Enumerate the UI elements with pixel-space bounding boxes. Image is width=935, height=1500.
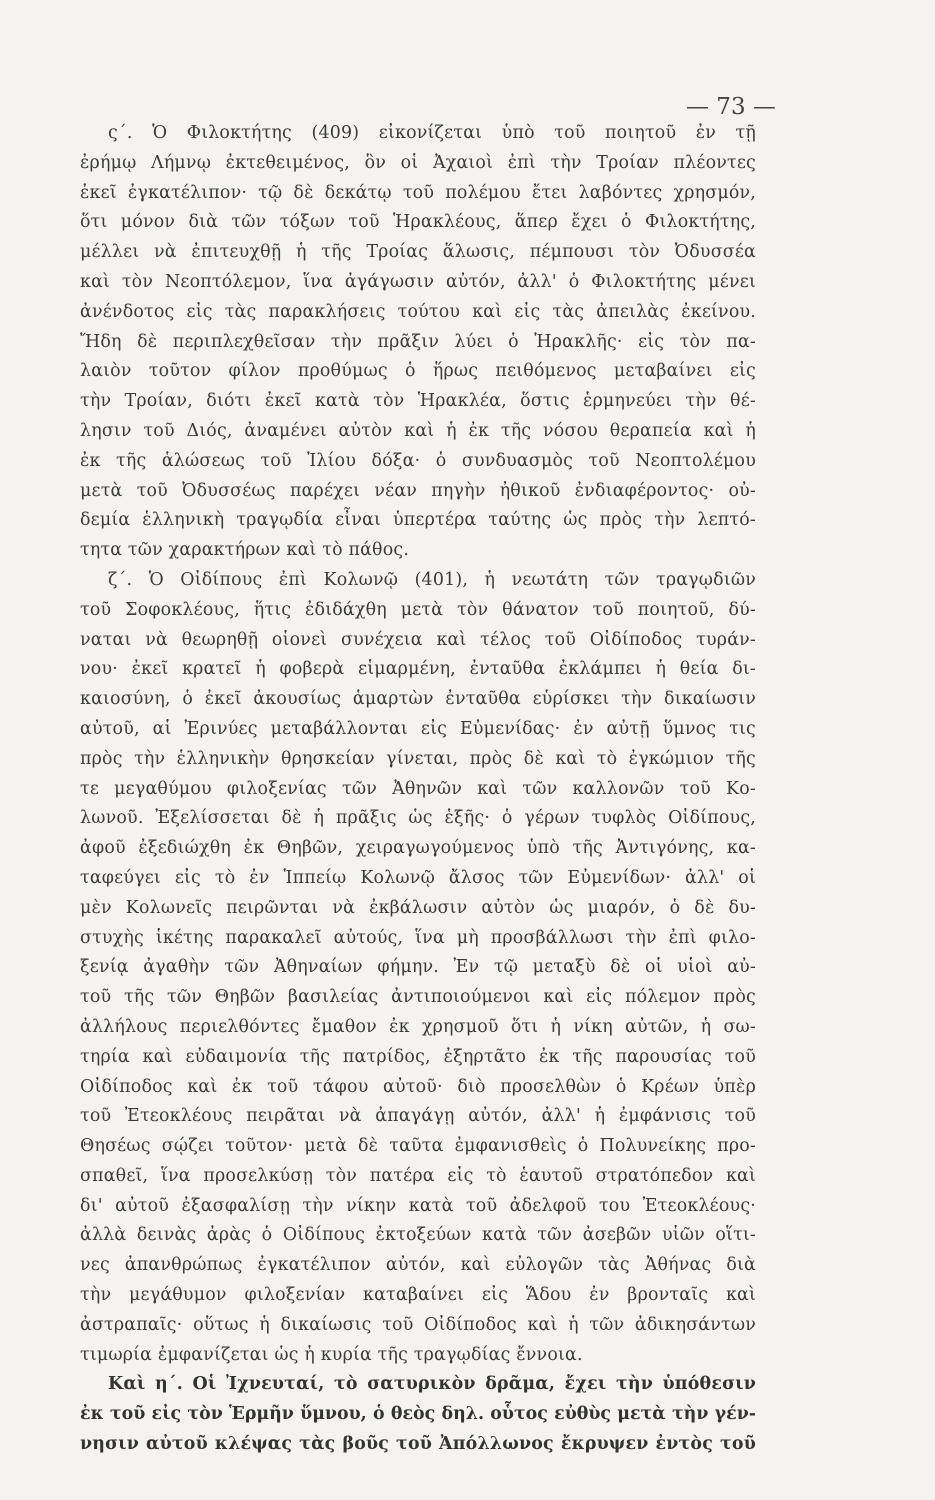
text-line: νου· ἐκεῖ κρατεῖ ἡ φοβερὰ εἱμαρμένη, ἐνταῦθα ἐκλάμπει ἡ θεία δι- (80, 659, 756, 680)
text-line: πρὸς τὴν ἑλληνικὴν θρησκείαν γίνεται, πρὸς δὲ καὶ τὸ ἐγκώμιον τῆς (80, 748, 756, 769)
text-line: καὶ τὸν Νεοπτόλεμον, ἵνα ἀγάγωσιν αὐτόν, ἀλλ' ὁ Φιλοκτήτης μένει (80, 271, 756, 292)
text-line: ἐκεῖ ἐγκατέλιπον· τῷ δὲ δεκάτῳ τοῦ πολέμου ἔτει λαβόντες χρησμόν, (80, 182, 756, 203)
text-line: ἀστραπαῖς· οὕτως ἡ δικαίωσις τοῦ Οἰδίποδος καὶ ἡ τῶν ἀδικησάντων (80, 1314, 756, 1335)
text-line: Ἤδη δὲ περιπλεχθεῖσαν τὴν πρᾶξιν λύει ὁ Ἡρακλῆς· εἰς τὸν πα- (80, 331, 756, 352)
paragraph-ichneutae (80, 1370, 756, 1459)
text-line: ταφεύγει εἰς τὸ ἐν Ἱππείῳ Κολωνῷ ἄλσος τῶν Εὐμενίδων· ἀλλ' οἱ (80, 867, 756, 888)
text-line: δεμία ἑλληνικὴ τραγῳδία εἶναι ὑπερτέρα ταύτης ὡς πρὸς τὴν λεπτό- (80, 510, 756, 531)
paragraph-philoctetes (80, 119, 756, 566)
text-line: λαιὸν τοῦτον φίλον προθύμως ὁ ἥρως πειθόμενος μεταβαίνει εἰς (80, 361, 756, 382)
text-line: τοῦ Ἐτεοκλέους πειρᾶται νὰ ἀπαγάγῃ αὐτόν, ἀλλ' ἡ ἐμφάνισις τοῦ (80, 1106, 756, 1127)
text-line: δι' αὐτοῦ ἐξασφαλίσῃ τὴν νίκην κατὰ τοῦ ἀδελφοῦ του Ἐτεοκλέους· (80, 1195, 756, 1216)
text-line: στυχὴς ἱκέτης παρακαλεῖ αὐτούς, ἵνα μὴ προσβάλλωσι τὴν ἐπὶ φιλο- (80, 927, 756, 948)
text-line: ς΄. Ὁ Φιλοκτήτης (409) εἰκονίζεται ὑπὸ τοῦ ποιητοῦ ἐν τῇ (108, 123, 756, 143)
text-line: ἀλλὰ δεινὰς ἀρὰς ὁ Οἰδίπους ἐκτοξεύων κατὰ τῶν ἀσεβῶν υἱῶν οἵτι- (80, 1225, 756, 1246)
text-line: νησιν αὐτοῦ κλέψας τὰς βοῦς τοῦ Ἀπόλλωνος ἔκρυψεν ἐντὸς τοῦ (80, 1434, 756, 1455)
text-line: ἐκ τῆς ἁλώσεως τοῦ Ἰλίου δόξα· ὁ συνδυασμὸς τοῦ Νεοπτολέμου (80, 450, 756, 471)
text-line: νες ἀπανθρώπως ἐγκατέλιπον αὐτόν, καὶ εὐλογῶν τὰς Ἀθήνας διὰ (80, 1255, 756, 1276)
text-line: τε μεγαθύμου φιλοξενίας τῶν Ἀθηνῶν καὶ τῶν καλλονῶν τοῦ Κο- (80, 778, 756, 799)
text-line: ἐρήμῳ Λήμνῳ ἐκτεθειμένος, ὃν οἱ Ἀχαιοὶ ἐπὶ τὴν Τροίαν πλέοντες (80, 152, 756, 173)
paragraph-oedipus-colonus (80, 566, 756, 1371)
text-line: Καὶ η΄. Οἱ Ἰχνευταί, τὸ σατυρικὸν δρᾶμα, ἔχει τὴν ὑπόθεσιν (108, 1374, 756, 1395)
text-line: ἀφοῦ ἐξεδιώχθη ἐκ Θηβῶν, χειραγωγούμενος ὑπὸ τῆς Ἀντιγόνης, κα- (80, 838, 756, 859)
text-line: λησιν τοῦ Διός, ἀναμένει αὐτὸν καὶ ἡ ἐκ τῆς νόσου θεραπεία καὶ ἡ (80, 420, 756, 441)
text-line: τὴν μεγάθυμον φιλοξενίαν καταβαίνει εἰς Ἅδου ἐν βρονταῖς καὶ (80, 1285, 756, 1306)
text-line: ἀνένδοτος εἰς τὰς παρακλήσεις τούτου καὶ εἰς τὰς ἀπειλὰς ἐκείνου. (80, 301, 756, 322)
text-line: ἐκ τοῦ εἰς τὸν Ἑρμῆν ὕμνου, ὁ θεὸς δηλ. οὗτος εὐθὺς μετὰ τὴν γέν- (80, 1404, 756, 1425)
text-line: τηρία καὶ εὐδαιμονία τῆς πατρίδος, ἐξηρτᾶτο ἐκ τῆς παρουσίας τοῦ (80, 1046, 756, 1067)
page-number: — 73 — (686, 94, 776, 120)
body-text (80, 119, 756, 1460)
text-line: ἀλλήλους περιελθόντες ἔμαθον ἐκ χρησμοῦ ὅτι ἡ νίκη αὐτῶν, ἡ σω- (80, 1016, 756, 1037)
text-line: αὐτοῦ, αἱ Ἐρινύες μεταβάλλονται εἰς Εὐμενίδας· ἐν αὐτῇ ὕμνος τις (80, 718, 756, 739)
text-line: μετὰ τοῦ Ὀδυσσέως παρέχει νέαν πηγὴν ἠθικοῦ ἐνδιαφέροντος· οὐ- (80, 480, 756, 501)
text-line: μέλλει νὰ ἐπιτευχθῇ ἡ τῆς Τροίας ἅλωσις, πέμπουσι τὸν Ὀδυσσέα (80, 242, 756, 263)
text-line: ζ΄. Ὁ Οἰδίπους ἐπὶ Κολωνῷ (401), ἡ νεωτάτη τῶν τραγῳδιῶν (108, 569, 756, 590)
text-line: ξενίᾳ ἀγαθὴν τῶν Ἀθηναίων φήμην. Ἐν τῷ μεταξὺ δὲ οἱ υἱοὶ αὐ- (80, 957, 756, 978)
text-line: ναται νὰ θεωρηθῇ οἱονεὶ συνέχεια καὶ τέλος τοῦ Οἰδίποδος τυράν- (80, 629, 756, 650)
text-line: Θησέως σῴζει τοῦτον· μετὰ δὲ ταῦτα ἐμφανισθεὶς ὁ Πολυνείκης προ- (80, 1136, 756, 1157)
text-line: τοῦ Σοφοκλέους, ἥτις ἐδιδάχθη μετὰ τὸν θάνατον τοῦ ποιητοῦ, δύ- (80, 599, 756, 620)
text-line: τιμωρία ἐμφανίζεται ὡς ἡ κυρία τῆς τραγῳδίας ἔννοια. (80, 1344, 583, 1365)
text-line: τὴν Τροίαν, διότι ἐκεῖ κατὰ τὸν Ἡρακλέα, ὅστις ἑρμηνεύει τὴν θέ- (80, 391, 756, 412)
text-line: λωνοῦ. Ἐξελίσσεται δὲ ἡ πρᾶξις ὡς ἑξῆς· ὁ γέρων τυφλὸς Οἰδίπους, (80, 808, 756, 829)
text-line: τοῦ τῆς τῶν Θηβῶν βασιλείας ἀντιποιούμενοι καὶ εἰς πόλεμον πρὸς (80, 987, 756, 1008)
text-line: καιοσύνη, ὁ ἐκεῖ ἀκουσίως ἁμαρτὼν ἐνταῦθα εὑρίσκει τὴν δικαίωσιν (80, 689, 756, 710)
text-line: μὲν Κολωνεῖς πειρῶνται νὰ ἐκβάλωσιν αὐτὸν ὡς μιαρόν, ὁ δὲ δυ- (80, 897, 756, 918)
text-line: τητα τῶν χαρακτήρων καὶ τὸ πάθος. (80, 540, 410, 561)
text-line: ὅτι μόνον διὰ τῶν τόξων τοῦ Ἡρακλέους, ἅπερ ἔχει ὁ Φιλοκτήτης, (80, 212, 756, 233)
text-line: σπαθεῖ, ἵνα προσελκύσῃ τὸν πατέρα εἰς τὸ ἑαυτοῦ στρατόπεδον καὶ (80, 1165, 756, 1186)
text-line: Οἰδίποδος καὶ ἐκ τοῦ τάφου αὐτοῦ· διὸ προσελθὼν ὁ Κρέων ὑπὲρ (80, 1076, 756, 1097)
